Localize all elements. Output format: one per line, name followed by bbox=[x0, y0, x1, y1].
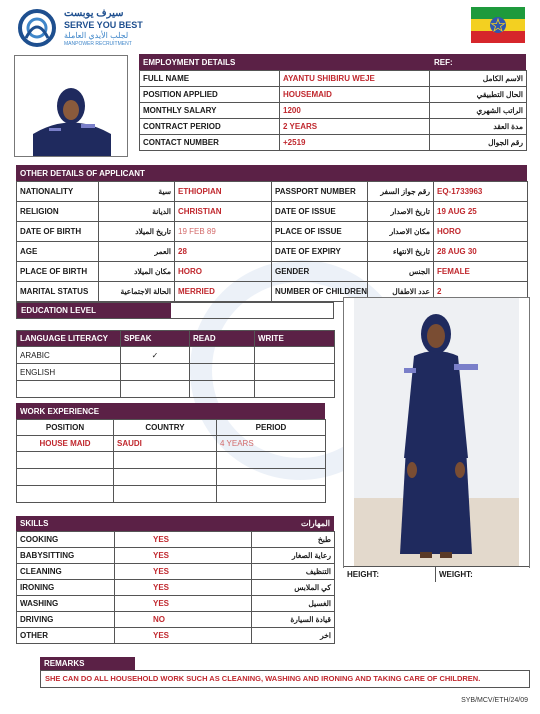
read-column-header: READ bbox=[190, 331, 255, 347]
height-label: HEIGHT: bbox=[344, 567, 436, 582]
language-table bbox=[16, 330, 335, 398]
swirl-logo-icon bbox=[18, 8, 56, 48]
education-header bbox=[17, 303, 171, 318]
employment-value: 1200 bbox=[280, 103, 430, 119]
employment-arabic-label: الحال التطبيقي bbox=[430, 87, 527, 103]
detail-arabic: رقم جواز السفر bbox=[368, 182, 434, 202]
employment-arabic-label: مدة العقد bbox=[430, 119, 527, 135]
detail-label: DATE OF EXPIRY bbox=[272, 242, 368, 262]
table-row bbox=[17, 222, 528, 242]
work-header-row bbox=[17, 420, 326, 436]
read-cell bbox=[190, 347, 255, 364]
other-details-table bbox=[16, 181, 528, 302]
detail-arabic: الحالة الاجتماعية bbox=[99, 282, 175, 302]
employment-header-label: EMPLOYMENT DETAILS bbox=[143, 57, 236, 67]
skill-value: NO bbox=[115, 612, 252, 628]
employment-label: POSITION APPLIED bbox=[140, 87, 280, 103]
detail-arabic: تاريخ الاصدار bbox=[368, 202, 434, 222]
detail-value: MERRIED bbox=[175, 282, 272, 302]
detail-value: CHRISTIAN bbox=[175, 202, 272, 222]
detail-value: HORO bbox=[434, 222, 528, 242]
employment-value: 2 YEARS bbox=[280, 119, 430, 135]
remarks-header bbox=[40, 657, 135, 670]
logo-name: SERVE YOU BEST bbox=[64, 20, 143, 30]
table-row bbox=[17, 548, 335, 564]
employment-value: AYANTU SHIBIRU WEJE bbox=[280, 71, 430, 87]
detail-value: 28 bbox=[175, 242, 272, 262]
work-position: HOUSE MAID bbox=[17, 436, 114, 452]
detail-value: 2 bbox=[434, 282, 528, 302]
work-experience-table bbox=[16, 419, 326, 503]
table-row bbox=[17, 612, 335, 628]
weight-label: WEIGHT: bbox=[439, 570, 473, 579]
skill-name: DRIVING bbox=[17, 612, 115, 628]
speak-column-header: SPEAK bbox=[121, 331, 190, 347]
skill-arabic: طبخ bbox=[252, 532, 335, 548]
skill-value: YES bbox=[115, 564, 252, 580]
position-column-header: POSITION bbox=[17, 420, 114, 436]
employment-label: CONTACT NUMBER bbox=[140, 135, 280, 151]
table-row bbox=[140, 71, 527, 87]
company-logo bbox=[18, 8, 178, 50]
table-row bbox=[17, 596, 335, 612]
table-row bbox=[17, 564, 335, 580]
detail-label: GENDER bbox=[272, 262, 368, 282]
skills-table bbox=[16, 531, 335, 644]
table-row bbox=[17, 436, 326, 452]
detail-label: PLACE OF BIRTH bbox=[17, 262, 99, 282]
table-row bbox=[140, 103, 527, 119]
detail-value: FEMALE bbox=[434, 262, 528, 282]
skill-name: OTHER bbox=[17, 628, 115, 644]
skill-value: YES bbox=[115, 548, 252, 564]
detail-label: PASSPORT NUMBER bbox=[272, 182, 368, 202]
write-column-header: WRITE bbox=[255, 331, 335, 347]
table-row bbox=[17, 628, 335, 644]
table-row bbox=[140, 135, 527, 151]
detail-label: NATIONALITY bbox=[17, 182, 99, 202]
language-header-row bbox=[17, 331, 335, 347]
applicant-full-photo bbox=[343, 297, 530, 579]
detail-arabic: تاريخ الميلاد bbox=[99, 222, 175, 242]
work-period: 4 YEARS bbox=[217, 436, 326, 452]
remarks-section bbox=[40, 657, 530, 688]
table-row bbox=[17, 452, 326, 469]
employment-arabic-label: الاسم الكامل bbox=[430, 71, 527, 87]
skills-header bbox=[16, 516, 334, 531]
skill-arabic: كي الملابس bbox=[252, 580, 335, 596]
skill-name: BABYSITTING bbox=[17, 548, 115, 564]
period-column-header: PERIOD bbox=[217, 420, 326, 436]
skill-arabic: رعاية الصغار bbox=[252, 548, 335, 564]
employment-header bbox=[139, 54, 526, 70]
detail-arabic: سية bbox=[99, 182, 175, 202]
skill-value: YES bbox=[115, 628, 252, 644]
speak-cell bbox=[121, 364, 190, 381]
skill-value: YES bbox=[115, 580, 252, 596]
employment-arabic-label: رقم الجوال bbox=[430, 135, 527, 151]
detail-arabic: تاريخ الانتهاء bbox=[368, 242, 434, 262]
employment-label: FULL NAME bbox=[140, 71, 280, 87]
detail-label: DATE OF BIRTH bbox=[17, 222, 99, 242]
check-mark-icon: ✓ bbox=[121, 347, 190, 364]
document-code: SYB/MCV/ETH/24/09 bbox=[461, 697, 528, 704]
read-cell bbox=[190, 364, 255, 381]
language-name: ENGLISH bbox=[17, 364, 121, 381]
table-row bbox=[17, 469, 326, 486]
logo-arabic: سيرف يوبست bbox=[64, 8, 124, 19]
table-row bbox=[17, 580, 335, 596]
skill-arabic: قيادة السيارة bbox=[252, 612, 335, 628]
employment-label: CONTRACT PERIOD bbox=[140, 119, 280, 135]
other-details-header bbox=[16, 165, 527, 181]
table-row bbox=[17, 364, 335, 381]
employment-value: +2519 bbox=[280, 135, 430, 151]
education-header-label: EDUCATION LEVEL bbox=[21, 306, 96, 315]
table-row bbox=[17, 202, 528, 222]
detail-value: HORO bbox=[175, 262, 272, 282]
detail-label: RELIGION bbox=[17, 202, 99, 222]
applicant-headshot bbox=[14, 55, 128, 157]
table-row bbox=[17, 486, 326, 503]
country-column-header: COUNTRY bbox=[114, 420, 217, 436]
work-country: SAUDI bbox=[114, 436, 217, 452]
detail-arabic: العمر bbox=[99, 242, 175, 262]
table-row bbox=[17, 182, 528, 202]
detail-value: EQ-1733963 bbox=[434, 182, 528, 202]
skill-value: YES bbox=[115, 532, 252, 548]
detail-value: 19 FEB 89 bbox=[175, 222, 272, 242]
employment-label: MONTHLY SALARY bbox=[140, 103, 280, 119]
logo-arabic-sub: لجلب الأيدي العاملة bbox=[64, 31, 129, 40]
skills-header-arabic: المهارات bbox=[300, 519, 330, 528]
skill-name: CLEANING bbox=[17, 564, 115, 580]
table-row bbox=[140, 87, 527, 103]
detail-label: DATE OF ISSUE bbox=[272, 202, 368, 222]
remarks-text: SHE CAN DO ALL HOUSEHOLD WORK SUCH AS CLEANING, WASHING AND IRONING AND TAKING CARE OF CHILDREN. bbox=[40, 670, 530, 688]
language-column-header: LANGUAGE LITERACY bbox=[17, 331, 121, 347]
skill-value: YES bbox=[115, 596, 252, 612]
detail-label: AGE bbox=[17, 242, 99, 262]
table-row bbox=[17, 347, 335, 364]
table-row bbox=[140, 119, 527, 135]
detail-label: NUMBER OF CHILDREN bbox=[272, 282, 368, 302]
skill-name: IRONING bbox=[17, 580, 115, 596]
write-cell bbox=[255, 347, 335, 364]
skill-arabic: اخر bbox=[252, 628, 335, 644]
skill-arabic: الغسيل bbox=[252, 596, 335, 612]
language-name: ARABIC bbox=[17, 347, 121, 364]
work-experience-header-label: WORK EXPERIENCE bbox=[20, 406, 100, 416]
table-row bbox=[17, 381, 335, 398]
detail-value: 28 AUG 30 bbox=[434, 242, 528, 262]
detail-arabic: الديانة bbox=[99, 202, 175, 222]
detail-value: ETHIOPIAN bbox=[175, 182, 272, 202]
detail-arabic: مكان الميلاد bbox=[99, 262, 175, 282]
skill-name: COOKING bbox=[17, 532, 115, 548]
detail-value: 19 AUG 25 bbox=[434, 202, 528, 222]
work-experience-header bbox=[16, 403, 325, 419]
remarks-header-label: REMARKS bbox=[44, 659, 85, 668]
ref-label: REF: bbox=[434, 57, 453, 67]
detail-arabic: مكان الاصدار bbox=[368, 222, 434, 242]
education-level-row bbox=[16, 302, 334, 319]
employment-arabic-label: الراتب الشهري bbox=[430, 103, 527, 119]
table-row bbox=[17, 242, 528, 262]
skill-name: WASHING bbox=[17, 596, 115, 612]
write-cell bbox=[255, 364, 335, 381]
skill-arabic: التنظيف bbox=[252, 564, 335, 580]
employment-value: HOUSEMAID bbox=[280, 87, 430, 103]
table-row bbox=[17, 532, 335, 548]
other-details-header-label: OTHER DETAILS OF APPLICANT bbox=[20, 168, 145, 178]
detail-label: MARITAL STATUS bbox=[17, 282, 99, 302]
detail-arabic: عدد الاطفال bbox=[368, 282, 434, 302]
detail-arabic: الجنس bbox=[368, 262, 434, 282]
employment-table bbox=[139, 70, 527, 151]
table-row bbox=[17, 262, 528, 282]
logo-sub: MANPOWER RECRUITMENT bbox=[64, 41, 132, 47]
skills-header-label: SKILLS bbox=[20, 519, 49, 528]
detail-label: PLACE OF ISSUE bbox=[272, 222, 368, 242]
measurements-row bbox=[344, 566, 529, 582]
ethiopia-flag-icon bbox=[471, 7, 525, 43]
